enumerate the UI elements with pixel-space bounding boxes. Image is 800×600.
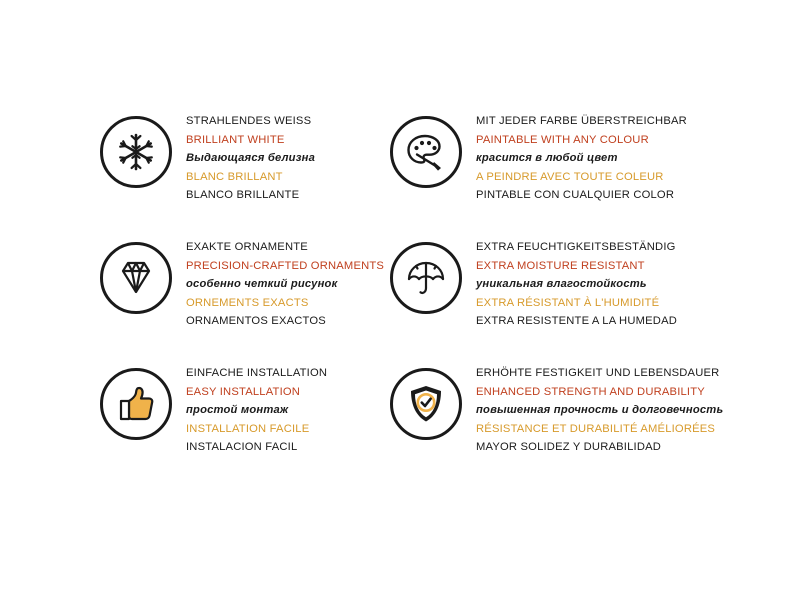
icon-badge [390, 116, 462, 188]
shield-check-icon [406, 383, 446, 425]
feature-label-fr: INSTALLATION FACILE [186, 422, 310, 435]
snowflake-icon [116, 132, 156, 172]
feature-label-en: PAINTABLE WITH ANY COLOUR [476, 133, 649, 146]
feature-label-de: STRAHLENDES WEISS [186, 115, 312, 127]
feature-label-fr: ORNEMENTS EXACTS [186, 296, 309, 309]
feature-label-es: BLANCO BRILLANTE [186, 189, 300, 202]
feature-grid [100, 110, 724, 466]
feature-label-fr: EXTRA RÉSISTANT À L'HUMIDITÉ [476, 296, 660, 309]
feature-text-block [186, 110, 315, 205]
feature-label-es: PINTABLE CON CUALQUIER COLOR [476, 189, 675, 202]
feature-label-es: INSTALACION FACIL [186, 441, 298, 454]
feature-label-ru: уникальная влагостойкость [476, 278, 647, 291]
feature-item [100, 362, 390, 466]
feature-text-block [476, 362, 723, 457]
feature-label-de: MIT JEDER FARBE ÜBERSTREICHBAR [476, 115, 687, 127]
feature-label-es: ORNAMENTOS EXACTOS [186, 315, 326, 328]
feature-item [390, 236, 680, 340]
feature-label-de: EXAKTE ORNAMENTE [186, 241, 308, 253]
umbrella-icon [405, 258, 447, 298]
feature-label-de: ERHÖHTE FESTIGKEIT UND LEBENSDAUER [476, 367, 720, 379]
diamond-icon [115, 258, 157, 298]
feature-label-en: PRECISION-CRAFTED ORNAMENTS [186, 259, 385, 272]
icon-badge [100, 116, 172, 188]
feature-label-en: ENHANCED STRENGTH AND DURABILITY [476, 385, 705, 398]
feature-text-block [476, 110, 687, 205]
feature-text-block [476, 236, 677, 331]
feature-label-de: EINFACHE INSTALLATION [186, 367, 328, 379]
feature-item [390, 362, 724, 466]
icon-badge [390, 242, 462, 314]
icon-badge [390, 368, 462, 440]
feature-label-en: BRILLIANT WHITE [186, 133, 285, 146]
feature-label-fr: BLANC BRILLANT [186, 170, 283, 183]
icon-badge [100, 242, 172, 314]
feature-label-es: MAYOR SOLIDEZ Y DURABILIDAD [476, 441, 662, 454]
feature-label-ru: Выдающаяся белизна [186, 152, 316, 165]
feature-text-block [186, 236, 384, 331]
feature-label-de: EXTRA FEUCHTIGKEITSBESTÄNDIG [476, 241, 676, 253]
feature-label-en: EXTRA MOISTURE RESISTANT [476, 259, 645, 272]
feature-label-ru: красится в любой цвет [476, 152, 618, 165]
feature-item [390, 110, 687, 214]
feature-label-en: EASY INSTALLATION [186, 385, 301, 398]
paint-palette-icon [405, 132, 447, 172]
feature-label-fr: RÉSISTANCE ET DURABILITÉ AMÉLIORÉES [476, 422, 716, 435]
feature-text-block [186, 362, 327, 457]
thumbs-up-icon [115, 384, 157, 424]
feature-label-ru: простой монтаж [186, 404, 289, 417]
feature-item [100, 110, 390, 214]
feature-label-ru: повышенная прочность и долговечность [476, 404, 724, 417]
icon-badge [100, 368, 172, 440]
feature-label-fr: A PEINDRE AVEC TOUTE COLEUR [476, 170, 664, 183]
feature-label-ru: особенно четкий рисунок [186, 278, 338, 291]
feature-item [100, 236, 390, 340]
feature-label-es: EXTRA RESISTENTE A LA HUMEDAD [476, 315, 678, 328]
